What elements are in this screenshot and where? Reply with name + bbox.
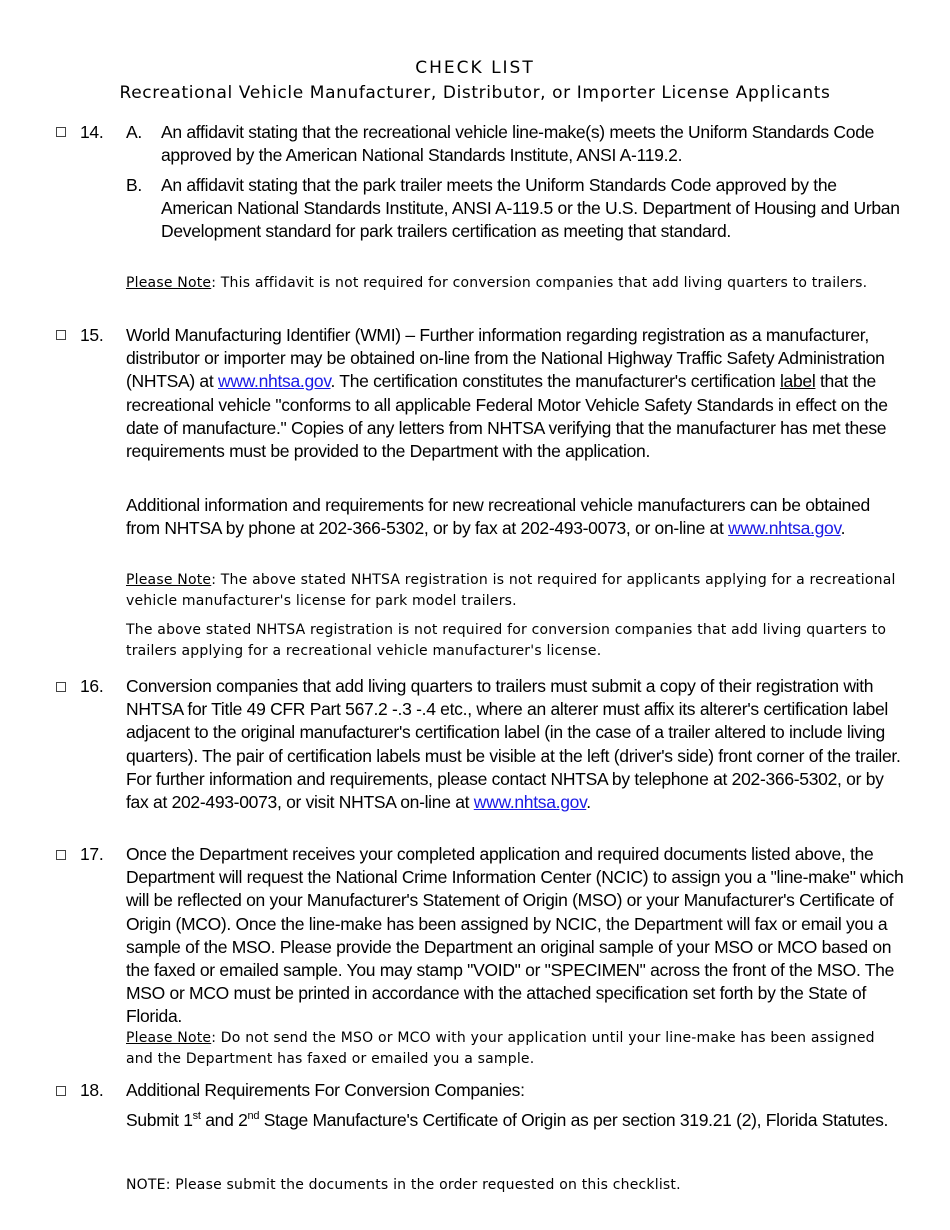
item-15-p2-end: .: [840, 518, 846, 539]
please-note-label: Please Note: [126, 1030, 212, 1046]
item-15-note-2: The above stated NHTSA registration is not required for conversion companies that add living quarters to trailers applying for a recreational vehicle manufacturer's license.: [126, 622, 887, 659]
item-14-note-text: : This affidavit is not required for conversion companies that add living quarters to trailers.: [211, 275, 868, 291]
item-15-paragraph-2: [126, 494, 906, 540]
please-note-label: Please Note: [126, 275, 212, 291]
nhtsa-link-2[interactable]: www.nhtsa.gov: [728, 518, 841, 539]
sub-letter-a: A.: [126, 122, 142, 142]
sub-letter-b: B.: [126, 175, 142, 195]
ordinal-nd: nd: [247, 1110, 260, 1123]
item-17-note: [126, 1028, 906, 1070]
item-18-text-3: Stage Manufacture's Certificate of Origin as per section 319.21 (2), Florida Statutes.: [259, 1110, 889, 1130]
please-note-label: Please Note: [126, 572, 212, 588]
item-17-text: Once the Department receives your completed application and required documents listed above, the Department will request the National Crime Information Center (NCIC) to assign you a "line-make" which will be reflected on your Manufacturer's Statement of Origin (MSO) or your Manufacturer's Certificate of Origin (MCO). Once the line-make has been assigned by NCIC, the Department will fax or email you a sample of the MSO. Please provide the Department an original sample of your MSO or MCO based on the faxed or emailed sample. You may stamp "VOID" or "SPECIMEN" across the front of the MSO. The MSO or MCO must be printed in accordance with the attached specification set forth by the State of Florida.: [126, 844, 904, 1027]
item-15-note: [126, 570, 906, 612]
item-number-18: 18.: [80, 1080, 104, 1100]
checkbox-14[interactable]: [56, 127, 66, 137]
item-number-15: 15.: [80, 325, 104, 345]
page-title: CHECK LIST: [415, 58, 535, 78]
item-15-text-b: . The certification constitutes the manufacturer's certification: [330, 371, 780, 392]
item-18-text-1: Submit 1: [126, 1110, 193, 1130]
checkbox-18[interactable]: [56, 1086, 66, 1096]
item-14-note: [126, 273, 906, 294]
item-15-note-text: : The above stated NHTSA registration is not required for applicants applying for a recreational vehicle manufacturer's license for park model trailers.: [126, 572, 896, 609]
item-18-text: [126, 1109, 906, 1132]
label-word: label: [779, 371, 816, 392]
item-18-text-2: and 2: [200, 1110, 248, 1130]
item-15-p2-text: Additional information and requirements for new recreational vehicle manufacturers can be obtained from NHTSA by phone at 202-366-5302, or by fax at 202-493-0073, or on-line at: [126, 495, 870, 539]
final-note: NOTE: Please submit the documents in the order requested on this checklist.: [126, 1177, 681, 1193]
item-17-note-text: : Do not send the MSO or MCO with your application until your line-make has been assigned and the Department has faxed or emailed you a sample.: [126, 1030, 875, 1067]
checkbox-17[interactable]: [56, 850, 66, 860]
ordinal-st: st: [192, 1110, 201, 1123]
nhtsa-link[interactable]: www.nhtsa.gov: [218, 371, 331, 392]
item-15-text-c: that the recreational vehicle "conforms to all applicable Federal Motor Vehicle Safety Standards in effect on the date of manufacture." Copies of any letters from NHTSA verifying that the manufacturer has met these requirements must be provided to the Department with the application.: [126, 371, 888, 462]
item-16-text-a: Conversion companies that add living quarters to trailers must submit a copy of their registration with NHTSA for Title 49 CFR Part 567.2 -.3 -.4 etc., where an alterer must affix its alterer's certification label adjacent to the original manufacturer's certification label (in the case of a trailer altered to include living quarters). The pair of certification labels must be visible at the left (driver's side) front corner of the trailer. For further information and requirements, please contact NHTSA by telephone at 202-366-5302, or by fax at 202-493-0073, or visit NHTSA on-line at: [126, 676, 901, 813]
item-number-17: 17.: [80, 844, 104, 864]
page-subtitle: Recreational Vehicle Manufacturer, Distributor, or Importer License Applicants: [119, 83, 831, 103]
item-15-paragraph-1: [126, 324, 906, 463]
item-number-16: 16.: [80, 676, 104, 696]
item-15-text-a: World Manufacturing Identifier (WMI) – Further information regarding registration as a manufacturer, distributor or importer may be obtained on-line from the National Highway Traffic Safety Administration (NHTSA) at: [126, 325, 885, 392]
item-number-14: 14.: [80, 122, 104, 142]
checkbox-16[interactable]: [56, 682, 66, 692]
item-14b-text: An affidavit stating that the park trailer meets the Uniform Standards Code approved by the American National Standards Institute, ANSI A-119.5 or the U.S. Department of Housing and Urban Development standard for park trailers certification as meeting that standard.: [161, 175, 900, 242]
item-18-heading: Additional Requirements For Conversion Companies:: [126, 1080, 525, 1100]
nhtsa-link-3[interactable]: www.nhtsa.gov: [473, 792, 587, 813]
item-14a-text: An affidavit stating that the recreational vehicle line-make(s) meets the Uniform Standards Code approved by the American National Standards Institute, ANSI A-119.2.: [161, 122, 875, 166]
item-16-text-end: .: [586, 792, 591, 813]
checkbox-15[interactable]: [56, 330, 66, 340]
item-16-text: [126, 675, 906, 814]
